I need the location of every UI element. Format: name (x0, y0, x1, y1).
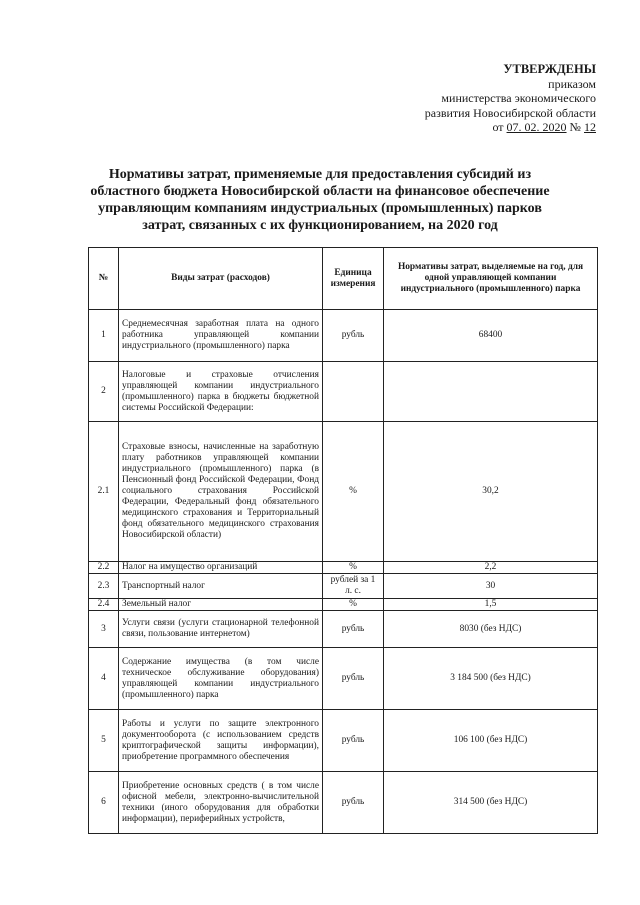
row-name: Страховые взносы, начисленные на заработную плату работников управляющей компании индустриального (промышленного) парка (в Пенсионный фонд Российской Федерации, Фонд социального страхования Российской Федерации, Федеральный фонд обязательного медицинского страхования и Территориальный фонд обязательного медицинского страхования Новосибирской области) (119, 422, 323, 562)
date-prefix: от (492, 120, 504, 134)
table-header-row (89, 248, 598, 310)
row-num: 2.1 (89, 422, 119, 562)
approval-line-1: приказом (548, 76, 596, 91)
row-num: 5 (89, 710, 119, 772)
row-name: Содержание имущества (в том числе техническое обслуживание оборудования) управляющей компании индустриального (промышленного) парка (119, 648, 323, 710)
row-name: Транспортный налог (119, 574, 323, 599)
row-num: 1 (89, 310, 119, 362)
approval-heading: УТВЕРЖДЕНЫ (503, 62, 596, 76)
table-row (89, 772, 598, 834)
row-unit: рубль (323, 310, 384, 362)
row-value: 2,2 (384, 562, 598, 574)
row-value: 30,2 (384, 422, 598, 562)
row-num: 4 (89, 648, 119, 710)
header-num: № (89, 248, 119, 310)
approval-block (425, 62, 596, 135)
row-value: 314 500 (без НДС) (384, 772, 598, 834)
table-row (89, 574, 598, 599)
row-num: 3 (89, 611, 119, 648)
document-title: Нормативы затрат, применяемые для предоставления субсидий из областного бюджета Новосибирской области на финансовое обеспечение управляющим компаниям индустриальных (промышленных) парков затрат, связанных с их функционированием, на 2020 год (90, 167, 550, 233)
row-value: 1,5 (384, 599, 598, 611)
table-row (89, 310, 598, 362)
table-row (89, 599, 598, 611)
row-value: 3 184 500 (без НДС) (384, 648, 598, 710)
row-value: 30 (384, 574, 598, 599)
row-unit: рубль (323, 772, 384, 834)
row-unit (323, 362, 384, 422)
row-value: 8030 (без НДС) (384, 611, 598, 648)
row-value (384, 362, 598, 422)
header-name: Виды затрат (расходов) (119, 248, 323, 310)
row-value: 68400 (384, 310, 598, 362)
approval-line-3: развития Новосибирской области (424, 105, 596, 120)
table-row (89, 422, 598, 562)
row-unit: рубль (323, 710, 384, 772)
row-num: 2.4 (89, 599, 119, 611)
table-row (89, 648, 598, 710)
approval-line-2: министерства экономического (441, 91, 596, 105)
row-value: 106 100 (без НДС) (384, 710, 598, 772)
row-name: Налоговые и страховые отчисления управляющей компании индустриального (промышленного) парка в бюджеты бюджетной системы Российской Федерации: (119, 362, 323, 422)
header-unit: Единица измерения (323, 248, 384, 310)
row-num: 2.3 (89, 574, 119, 599)
table-row (89, 710, 598, 772)
order-number: 12 (584, 120, 596, 134)
number-sign: № (569, 120, 581, 134)
row-unit: % (323, 422, 384, 562)
row-name: Среднемесячная заработная плата на одного работника управляющей компании индустриального (промышленного) парка (119, 310, 323, 362)
row-num: 2.2 (89, 562, 119, 574)
row-num: 2 (89, 362, 119, 422)
row-unit: % (323, 562, 384, 574)
table-row (89, 611, 598, 648)
row-unit: % (323, 599, 384, 611)
row-name: Работы и услуги по защите электронного документооборота (с использованием средств криптографической защиты информации), приобретение программного обеспечения (119, 710, 323, 772)
row-unit: рубль (323, 648, 384, 710)
row-unit: рубль (323, 611, 384, 648)
row-name: Налог на имущество организаций (119, 562, 323, 574)
table-row (89, 562, 598, 574)
table-row (89, 362, 598, 422)
header-value: Нормативы затрат, выделяемые на год, для одной управляющей компании индустриального (промышленного) парка (384, 248, 598, 310)
row-name: Земельный налог (119, 599, 323, 611)
order-date: 07. 02. 2020 (506, 120, 567, 134)
norms-table (88, 247, 598, 834)
row-num: 6 (89, 772, 119, 834)
row-name: Услуги связи (услуги стационарной телефонной связи, пользование интернетом) (119, 611, 323, 648)
row-unit: рублей за 1 л. с. (323, 574, 384, 599)
approval-date-line (425, 120, 596, 135)
row-name: Приобретение основных средств ( в том числе офисной мебели, электронно-вычислительной техники (иного оборудования для обработки информации), периферийных устройств, (119, 772, 323, 834)
